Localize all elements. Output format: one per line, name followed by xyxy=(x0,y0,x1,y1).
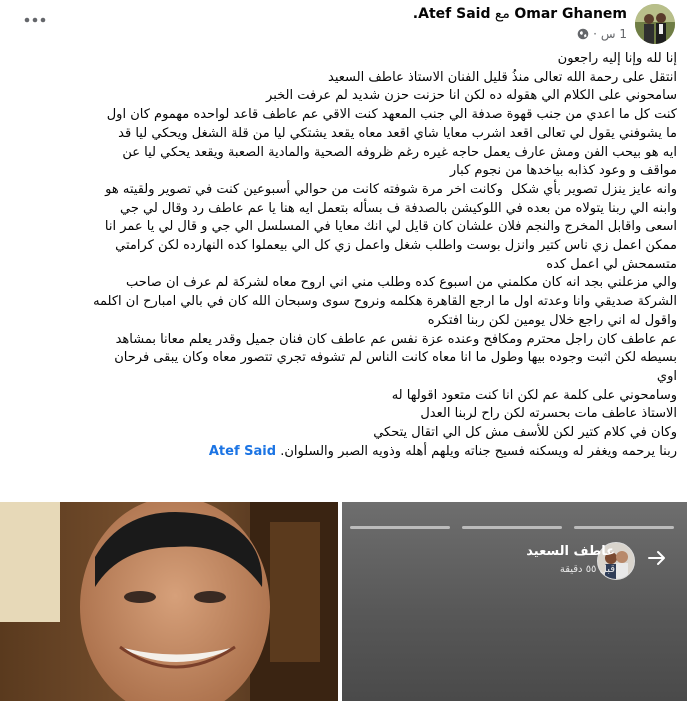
post-line: كنت كل ما اعدي من جنب قهوة صدفة الي جنب المعهد كنت الاقي عم عاطف قاعد لواحده مهموم كان اول xyxy=(106,107,677,123)
post-line: بسيطه لكن اثبت وجوده بيها وطول ما انا معاه كانت الناس لم تشوفه تجري تتصور معاه وكان يبقى فرحان xyxy=(114,350,677,366)
post-line: مواقف و وعود كذابه بياخدها من نجوم كبار xyxy=(449,163,677,179)
post-line: وسامحوني على كلمة عم لكن انا كنت متعود اقولها له xyxy=(391,387,677,403)
post-time[interactable]: 1 س xyxy=(600,27,627,41)
with-word: مع xyxy=(494,6,510,22)
post-line: والي مزعلني بجد انه كان مكلمني من اسبوع كده وطلب مني اني اروح معاه لشركة لم عرف ان صاحب xyxy=(126,275,677,291)
more-options-button[interactable] xyxy=(18,9,52,31)
post-line: اوي xyxy=(656,368,677,384)
post-line: ممكن اعمل زي ناس كتير وانزل بوست واطلب شغل واعمل زي كل الي بيعملوا كده النهارده لكن كرامتي xyxy=(115,238,677,254)
post-body xyxy=(9,50,677,461)
post-media xyxy=(0,502,687,701)
meta-dot: · xyxy=(593,27,597,41)
story-progress-segment xyxy=(350,526,450,529)
story-progress-segment xyxy=(574,526,674,529)
post-line: متسمحش لي اعمل كده xyxy=(546,256,677,272)
post-last-line xyxy=(9,443,677,462)
story-card[interactable] xyxy=(342,502,687,701)
post-photo[interactable] xyxy=(0,502,338,701)
post-line: ايه هو بيحب الفن ومش عارف يعمل حاجه غيره رغم ظروفه الصحية والمادية الصعبة ويقعد يحكي ليا عن xyxy=(122,144,677,160)
tag-link[interactable]: Atef Said xyxy=(208,443,277,459)
post-line: إنا لله وإنا إليه راجعون xyxy=(557,51,677,66)
arrow-right-icon xyxy=(645,546,669,570)
post-line: الاستاذ عاطف مات بحسرته لكن راح لربنا العدل xyxy=(420,406,677,422)
post-line: اسعى واقابل المخرج والنجم فلان علشان كان قايل لي انك معايا في المسلسل الي جي و قال لي يا عمر انا xyxy=(104,219,677,235)
post-line: ما يشوفني يقول لي تعالى اقعد اشرب معايا شاي اقعد معاه يقعد يشتكي ليا من قلة الشغل ويحكي ليا قد xyxy=(118,125,677,141)
post-line: سامحوني على الكلام الي هقوله ده لكن انا حزنت حزن شديد لم عرفت الخبر xyxy=(266,88,677,104)
post-line: انتقل على رحمة الله تعالى منذُ قليل الفنان الاستاذ عاطف السعيد xyxy=(328,69,677,85)
story-progress-segment xyxy=(462,526,562,529)
post-meta xyxy=(577,27,627,41)
post-title xyxy=(413,6,627,22)
author-name[interactable]: Omar Ghanem xyxy=(514,6,627,22)
post-line: وانه عايز ينزل تصوير بأي شكل وكانت اخر مرة شوفته كانت من حوالي أسبوعين كنت في تصوير ولقيته هو xyxy=(105,181,677,197)
post-line: واقول له اني راجع خلال يومين لكن ربنا افتكره xyxy=(427,312,677,328)
post-line: ربنا يرحمه ويغفر له ويسكنه فسيح جناته ويلهم أهله وذويه الصبر والسلوان. xyxy=(280,443,677,459)
post-line: عم عاطف كان راجل محترم ومكافح وعنده عزة نفس عم عاطف كان فنان جميل وقدر يعلم معانا بمشاهد xyxy=(115,331,677,347)
post-line: وابنه الي ربنا يتولاه من بعده في اللوكيشن بالصدفة ف بسأله بتعمل ايه هنا يا عم عاطف رد وقال لي جي xyxy=(119,200,677,216)
story-author-name[interactable]: عاطف السعيد xyxy=(526,544,615,559)
globe-icon xyxy=(577,28,589,40)
post-header xyxy=(0,0,687,52)
tagged-name[interactable]: Atef Said. xyxy=(412,6,491,22)
story-time: قبل ٥٥ دقيقة xyxy=(559,564,615,575)
story-share-button[interactable] xyxy=(645,546,669,570)
author-avatar[interactable] xyxy=(635,4,675,44)
post-line: الشركة صديقي وانا وعدته اول ما ارجع القاهرة هكلمه ونروح سوى وسبحان الله كان في بالي امبارح ان اكلمه xyxy=(93,294,677,310)
more-dots-icon xyxy=(24,17,46,23)
post-line: وكان في كلام كتير لكن للأسف مش كل الي اتقال يتحكي xyxy=(373,425,677,441)
